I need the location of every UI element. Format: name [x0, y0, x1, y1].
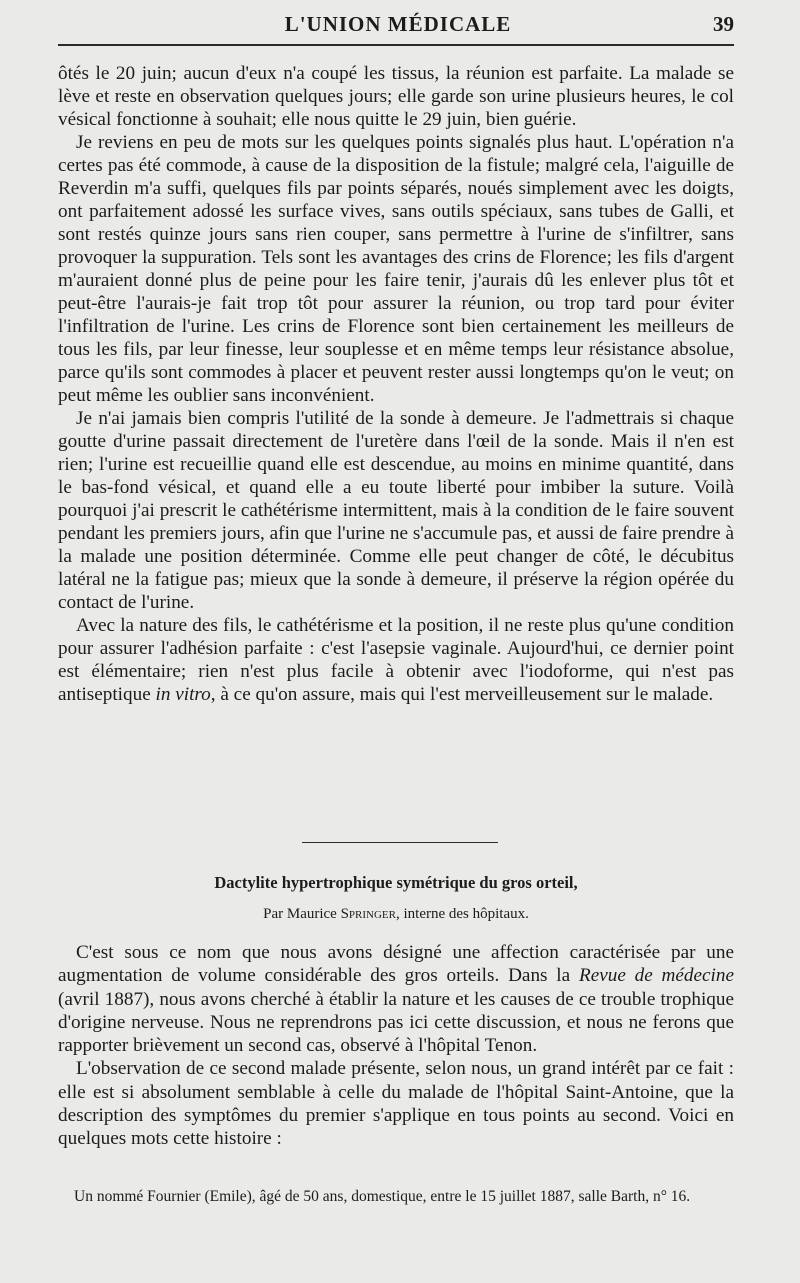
byline-suffix: , interne des hôpitaux. — [395, 906, 529, 922]
byline-prefix: Par Maurice — [263, 906, 341, 922]
article-byline — [58, 906, 734, 923]
paragraph — [58, 941, 734, 1057]
italic-term: in vitro — [155, 684, 211, 705]
header-rule — [58, 44, 734, 46]
case-note: Un nommé Fournier (Emile), âgé de 50 ans, domestique, entre le 15 juillet 1887, salle Barth, n° 16. — [74, 1188, 691, 1205]
paragraph-text: , à ce qu'on assure, mais qui l'est merveilleusement sur le malade. — [210, 684, 714, 705]
paragraph — [58, 614, 734, 706]
running-header — [58, 10, 738, 40]
paragraph: Je n'ai jamais bien compris l'utilité de la sonde à demeure. Je l'admettrais si chaque goutte d'urine passait directement de l'uretère dans l'œil de la sonde. Mais il n'en est rien; l'urine est recueillie quand elle est descendue, au moins en minime quantité, dans le bas-fond vésical, et quand elle a eu toute liberté pour imbiber la suture. Voilà pourquoi j'ai prescrit le cathétérisme intermittent, mais à la condition de le faire souvent pendant les premiers jours, afin que l'urine ne s'accumule pas, et aussi de faire prendre à la malade une position déterminée. Comme elle peut changer de côté, le décubitus latéral ne la fatigue pas; mieux que la sonde à demeure, il préserve la région opérée du contact de l'urine. — [58, 408, 734, 613]
journal-title: L'UNION MÉDICALE — [284, 12, 512, 36]
previous-article-text — [58, 62, 734, 706]
section-divider — [302, 842, 498, 843]
paragraph: L'observation de ce second malade présente, selon nous, un grand intérêt par ce fait : elle est si absolument semblable à celle du malade de l'hôpital Saint-Antoine, que la description des symptômes du premier s'applique en tous points au second. Voici en quelques mots cette histoire : — [58, 1058, 734, 1150]
article-title: Dactylite hypertrophique symétrique du gros orteil, — [214, 873, 578, 892]
article-body — [58, 941, 734, 1151]
paragraph: ôtés le 20 juin; aucun d'eux n'a coupé les tissus, la réunion est parfaite. La malade se lève et reste en observation quelques jours; elle garde son urine plusieurs heures, le col vésical fonctionne à souhait; elle nous quitte le 29 juin, bien guérie. — [58, 63, 734, 130]
journal-reference: Revue de médecine — [578, 965, 734, 987]
paragraph: Je reviens en peu de mots sur les quelques points signalés plus haut. L'opération n'a certes pas été commode, à cause de la disposition de la fistule; malgré cela, l'aiguille de Reverdin m'a suffi, quelques fils par points séparés, noués simplement avec les doigts, ont parfaitement adossé les surface vives, sans outils spéciaux, sans tubes de Galli, et sont restés quinze jours sans rien couper, sans permettre à l'urine de s'infiltrer, sans provoquer la suppuration. Tels sont les avantages des crins de Florence; les fils d'argent m'auraient donné plus de peine pour les faire tenir, j'aurais dû les enlever plus tôt et peut-être l'aurais-je fait trop tôt pour assurer la réunion, ou trop tard pour éviter l'infiltration de l'urine. Les crins de Florence sont bien certainement les meilleurs de tous les fils, par leur finesse, leur souplesse et en même temps leur résistance absolue, parce qu'ils sont commodes à placer et peuvent rester aussi longtemps qu'on le veut; on peut même les oublier sans inconvénient. — [58, 132, 734, 406]
paragraph-text: (avril 1887), nous avons cherché à établir la nature et les causes de ce trouble trophique d'origine nerveuse. Nous ne reprendrons pas ici cette discussion, et nous ne ferons que rapporter brièvement un second cas, observé à l'hôpital Tenon. — [58, 988, 734, 1057]
byline-author: Springer — [340, 906, 396, 922]
page-number: 39 — [713, 12, 734, 36]
paragraph-text: C'est sous ce nom que nous avons désigné une affection caractérisée par une augmentation de volume considérable des gros orteils. Dans la — [58, 942, 734, 987]
paragraph-text: Avec la nature des fils, le cathétérisme et la position, il ne reste plus qu'une condition pour assurer l'adhésion parfaite : c'est l'asepsie vaginale. Aujourd'hui, ce dernier point est élémentaire; rien n'est plus facile à obtenir avec l'iodoforme, qui n'est pas antiseptique — [58, 615, 734, 705]
